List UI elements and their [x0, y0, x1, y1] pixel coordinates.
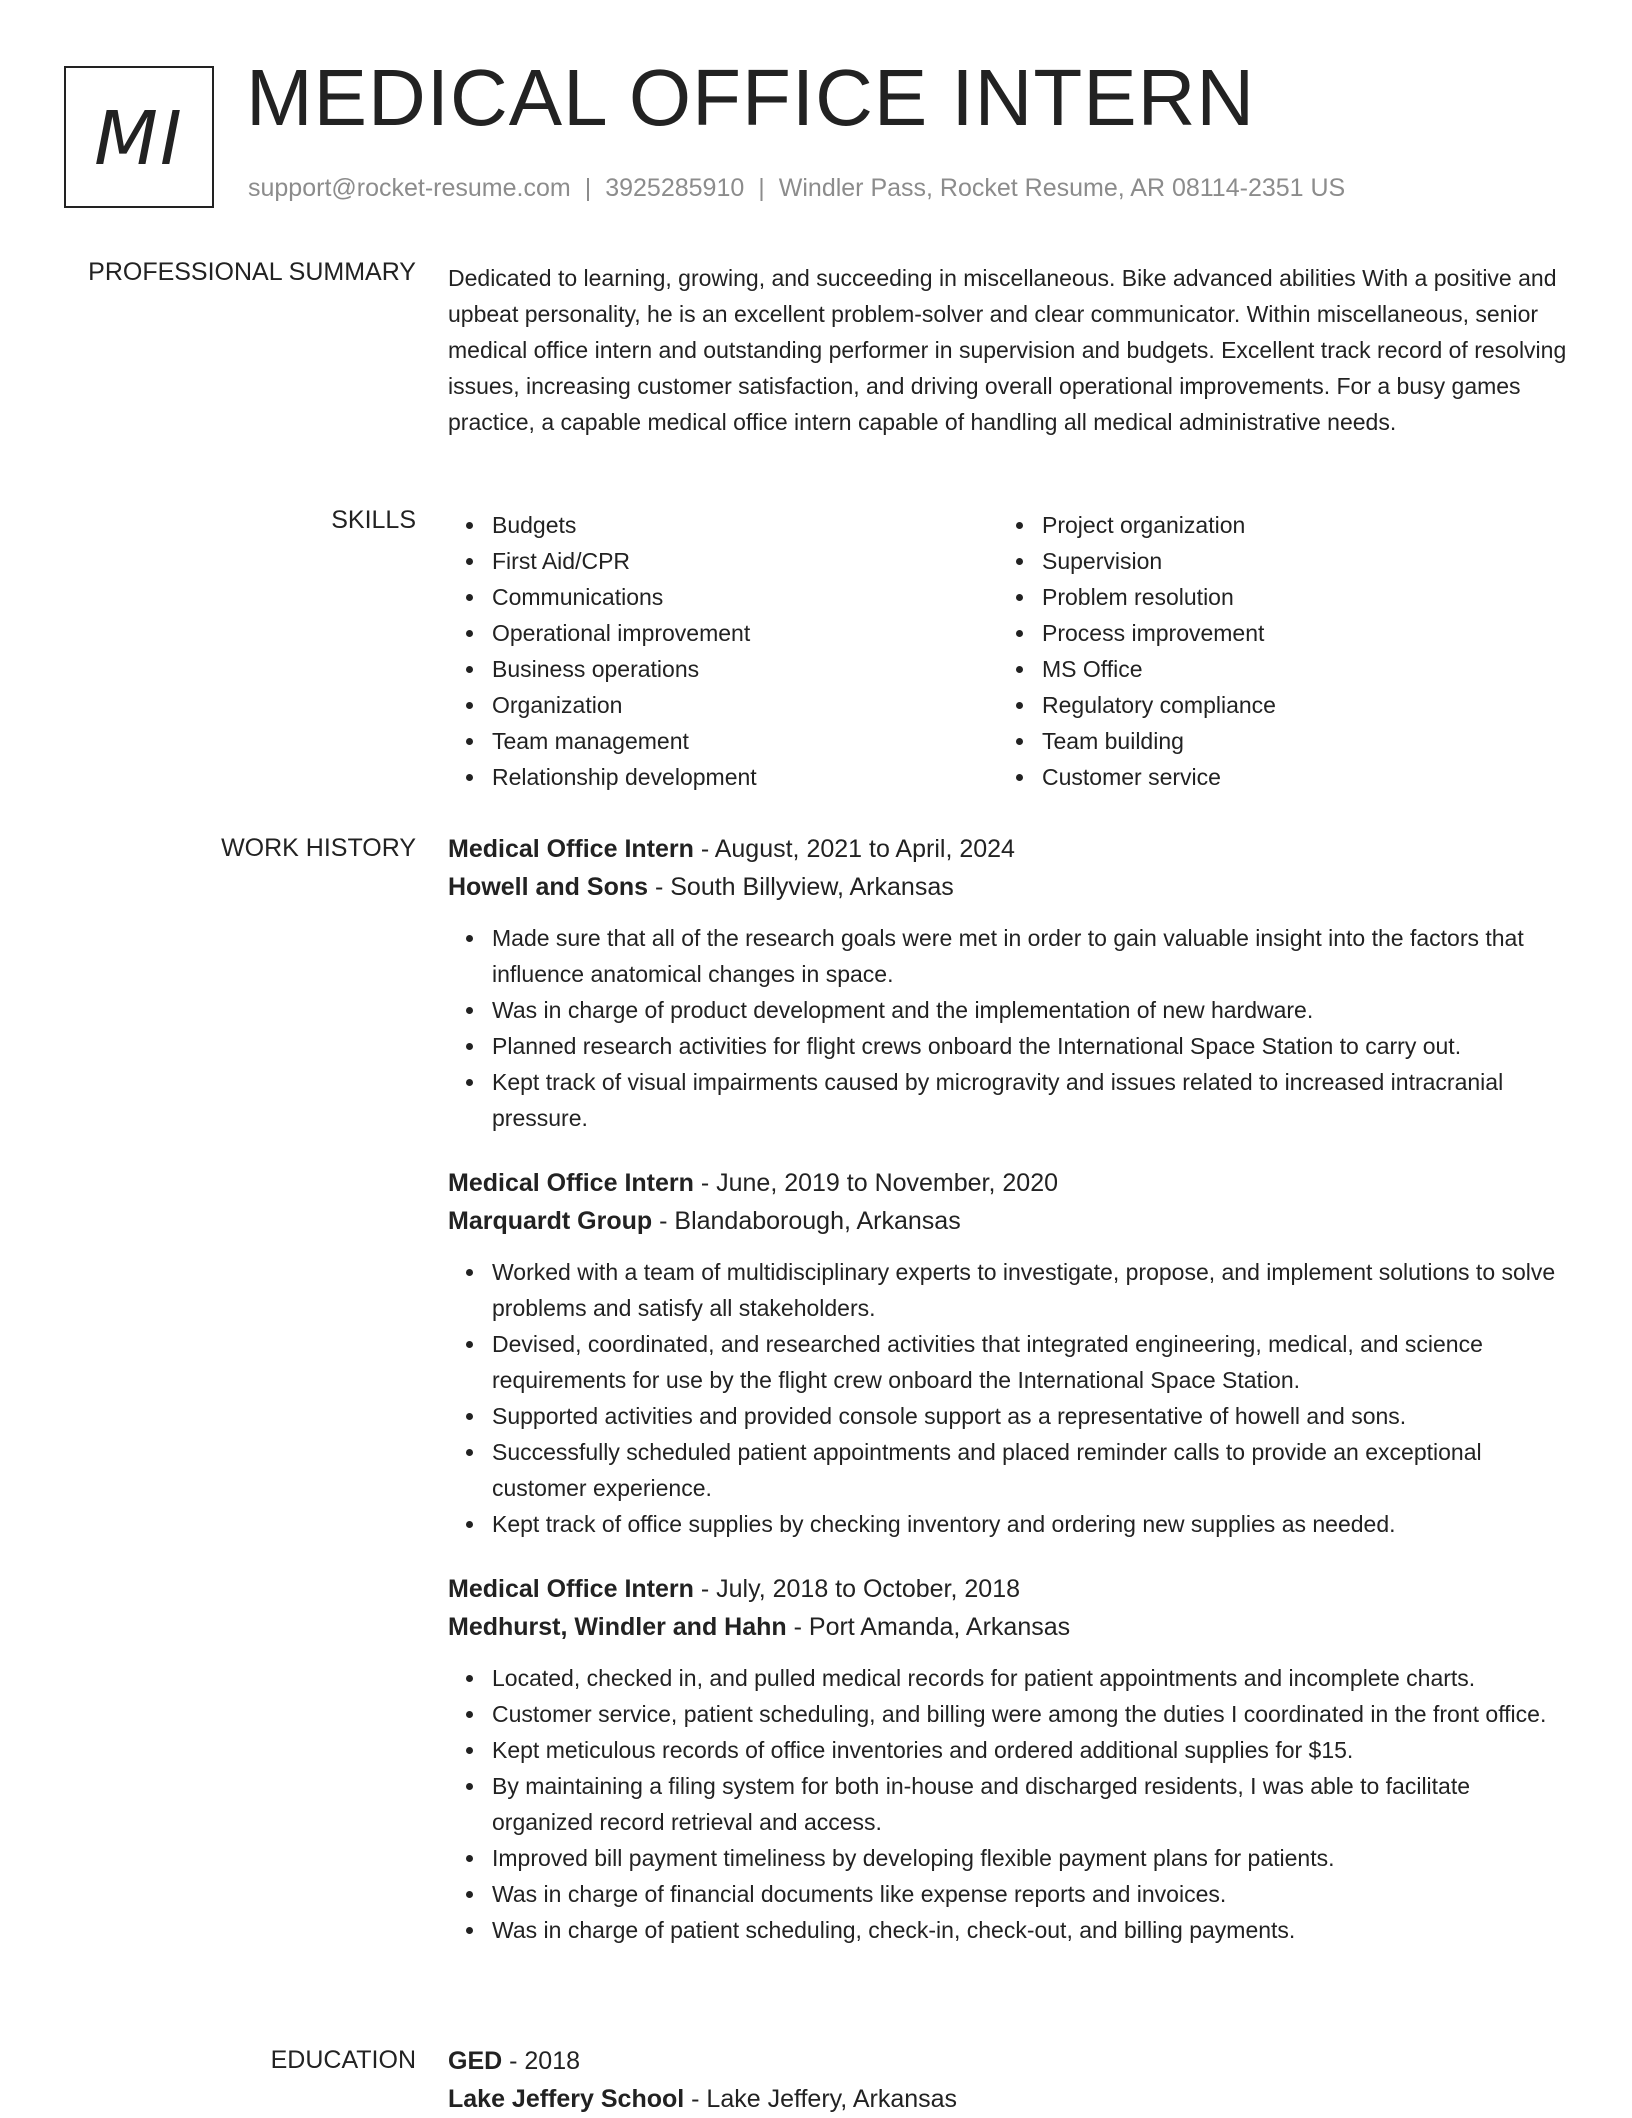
skill-item: Customer service [1042, 759, 1548, 795]
skills-section [448, 507, 1568, 795]
job-title: Medical Office Intern [448, 1169, 694, 1197]
job-bullet: Kept track of visual impairments caused by microgravity and issues related to increased intracranial pressure. [492, 1064, 1568, 1136]
skill-item: Operational improvement [492, 615, 998, 651]
skill-item: Process improvement [1042, 615, 1548, 651]
education-school-line [448, 2080, 1568, 2118]
job-bullet: Was in charge of financial documents like expense reports and invoices. [492, 1876, 1568, 1912]
education-degree-line [448, 2042, 1568, 2080]
skill-item: Relationship development [492, 759, 998, 795]
work-history-section [448, 830, 1568, 1976]
education-location: - Lake Jeffery, Arkansas [684, 2085, 958, 2113]
job-bullet: Was in charge of product development and the implementation of new hardware. [492, 992, 1568, 1028]
skill-item: Regulatory compliance [1042, 687, 1548, 723]
job-bullets [448, 1660, 1568, 1948]
job-bullet: Customer service, patient scheduling, and billing were among the duties I coordinated in the front office. [492, 1696, 1568, 1732]
contact-separator: | [584, 174, 592, 202]
skills-list-right [998, 507, 1548, 795]
skill-item: Budgets [492, 507, 998, 543]
job-bullet: Kept track of office supplies by checking inventory and ordering new supplies as needed. [492, 1506, 1568, 1542]
monogram-box [64, 66, 214, 208]
contact-line [248, 174, 1345, 203]
skill-item: MS Office [1042, 651, 1548, 687]
job-entry [448, 1570, 1568, 1948]
job-company-line [448, 868, 1568, 906]
skill-item: Supervision [1042, 543, 1548, 579]
skill-item: Problem resolution [1042, 579, 1548, 615]
education-heading: EDUCATION [270, 2046, 416, 2074]
job-location: - Port Amanda, Arkansas [786, 1613, 1071, 1641]
education-degree: GED [448, 2047, 503, 2075]
education-section [448, 2042, 1568, 2118]
job-bullet: Located, checked in, and pulled medical records for patient appointments and incomplete charts. [492, 1660, 1568, 1696]
job-bullet: Worked with a team of multidisciplinary experts to investigate, propose, and implement solutions to solve problems and satisfy all stakeholders. [492, 1254, 1568, 1326]
contact-separator: | [758, 174, 765, 202]
job-title-line [448, 830, 1568, 868]
education-school: Lake Jeffery School [448, 2085, 685, 2113]
job-bullet: Devised, coordinated, and researched activities that integrated engineering, medical, and science requirements for use by the flight crew onboard the International Space Station. [492, 1326, 1568, 1398]
summary-section [448, 260, 1568, 440]
skill-item: First Aid/CPR [492, 543, 998, 579]
job-bullet: Planned research activities for flight crews onboard the International Space Station to carry out. [492, 1028, 1568, 1064]
job-bullet: Kept meticulous records of office inventories and ordered additional supplies for $15. [492, 1732, 1568, 1768]
job-bullet: Was in charge of patient scheduling, check-in, check-out, and billing payments. [492, 1912, 1568, 1948]
work-history-heading: WORK HISTORY [221, 834, 416, 862]
job-bullet: Supported activities and provided console support as a representative of howell and sons. [492, 1398, 1568, 1434]
job-bullets [448, 920, 1568, 1136]
job-bullet: Made sure that all of the research goals were met in order to gain valuable insight into the factors that influence anatomical changes in space. [492, 920, 1568, 992]
skill-item: Team building [1042, 723, 1548, 759]
job-title-line [448, 1570, 1568, 1608]
job-dates: - June, 2019 to November, 2020 [693, 1169, 1059, 1197]
job-bullet: Successfully scheduled patient appointments and placed reminder calls to provide an exceptional customer experience. [492, 1434, 1568, 1506]
job-dates: - July, 2018 to October, 2018 [693, 1575, 1021, 1603]
job-entry [448, 1164, 1568, 1542]
contact-phone[interactable]: 3925285910 [605, 174, 745, 202]
contact-email[interactable]: support@rocket-resume.com [248, 174, 571, 202]
skill-item: Project organization [1042, 507, 1548, 543]
monogram-initials: MI [94, 96, 184, 182]
job-company-line [448, 1202, 1568, 1240]
job-company: Marquardt Group [448, 1207, 653, 1235]
job-bullet: By maintaining a filing system for both in-house and discharged residents, I was able to facilitate organized record retrieval and access. [492, 1768, 1568, 1840]
skills-grid [448, 507, 1568, 795]
job-title: Medical Office Intern [448, 835, 694, 863]
skill-item: Business operations [492, 651, 998, 687]
job-company: Medhurst, Windler and Hahn [448, 1613, 787, 1641]
job-company: Howell and Sons [448, 873, 649, 901]
skills-heading: SKILLS [331, 506, 416, 534]
job-location: - South Billyview, Arkansas [648, 873, 954, 901]
skills-list-left [448, 507, 998, 795]
job-bullets [448, 1254, 1568, 1542]
skill-item: Team management [492, 723, 998, 759]
job-bullet: Improved bill payment timeliness by developing flexible payment plans for patients. [492, 1840, 1568, 1876]
resume-name: MEDICAL OFFICE INTERN [246, 53, 1256, 142]
job-company-line [448, 1608, 1568, 1646]
skill-item: Communications [492, 579, 998, 615]
job-dates: - August, 2021 to April, 2024 [693, 835, 1015, 863]
job-title: Medical Office Intern [448, 1575, 694, 1603]
job-title-line [448, 1164, 1568, 1202]
education-year: - 2018 [502, 2047, 581, 2075]
skill-item: Organization [492, 687, 998, 723]
contact-address: Windler Pass, Rocket Resume, AR 08114-2351 US [778, 174, 1346, 202]
job-location: - Blandaborough, Arkansas [652, 1207, 961, 1235]
summary-text: Dedicated to learning, growing, and succeeding in miscellaneous. Bike advanced abilities With a positive and upbeat personality, he is an excellent problem-solver and clear communicator. Within miscellaneous, senior medical office intern and outstanding performer in supervision and budgets. Excellent track record of resolving issues, increasing customer satisfaction, and driving overall operational improvements. For a busy games practice, a capable medical office intern capable of handling all medical administrative needs. [448, 265, 1567, 435]
summary-heading: PROFESSIONAL SUMMARY [88, 258, 416, 286]
job-entry [448, 830, 1568, 1136]
